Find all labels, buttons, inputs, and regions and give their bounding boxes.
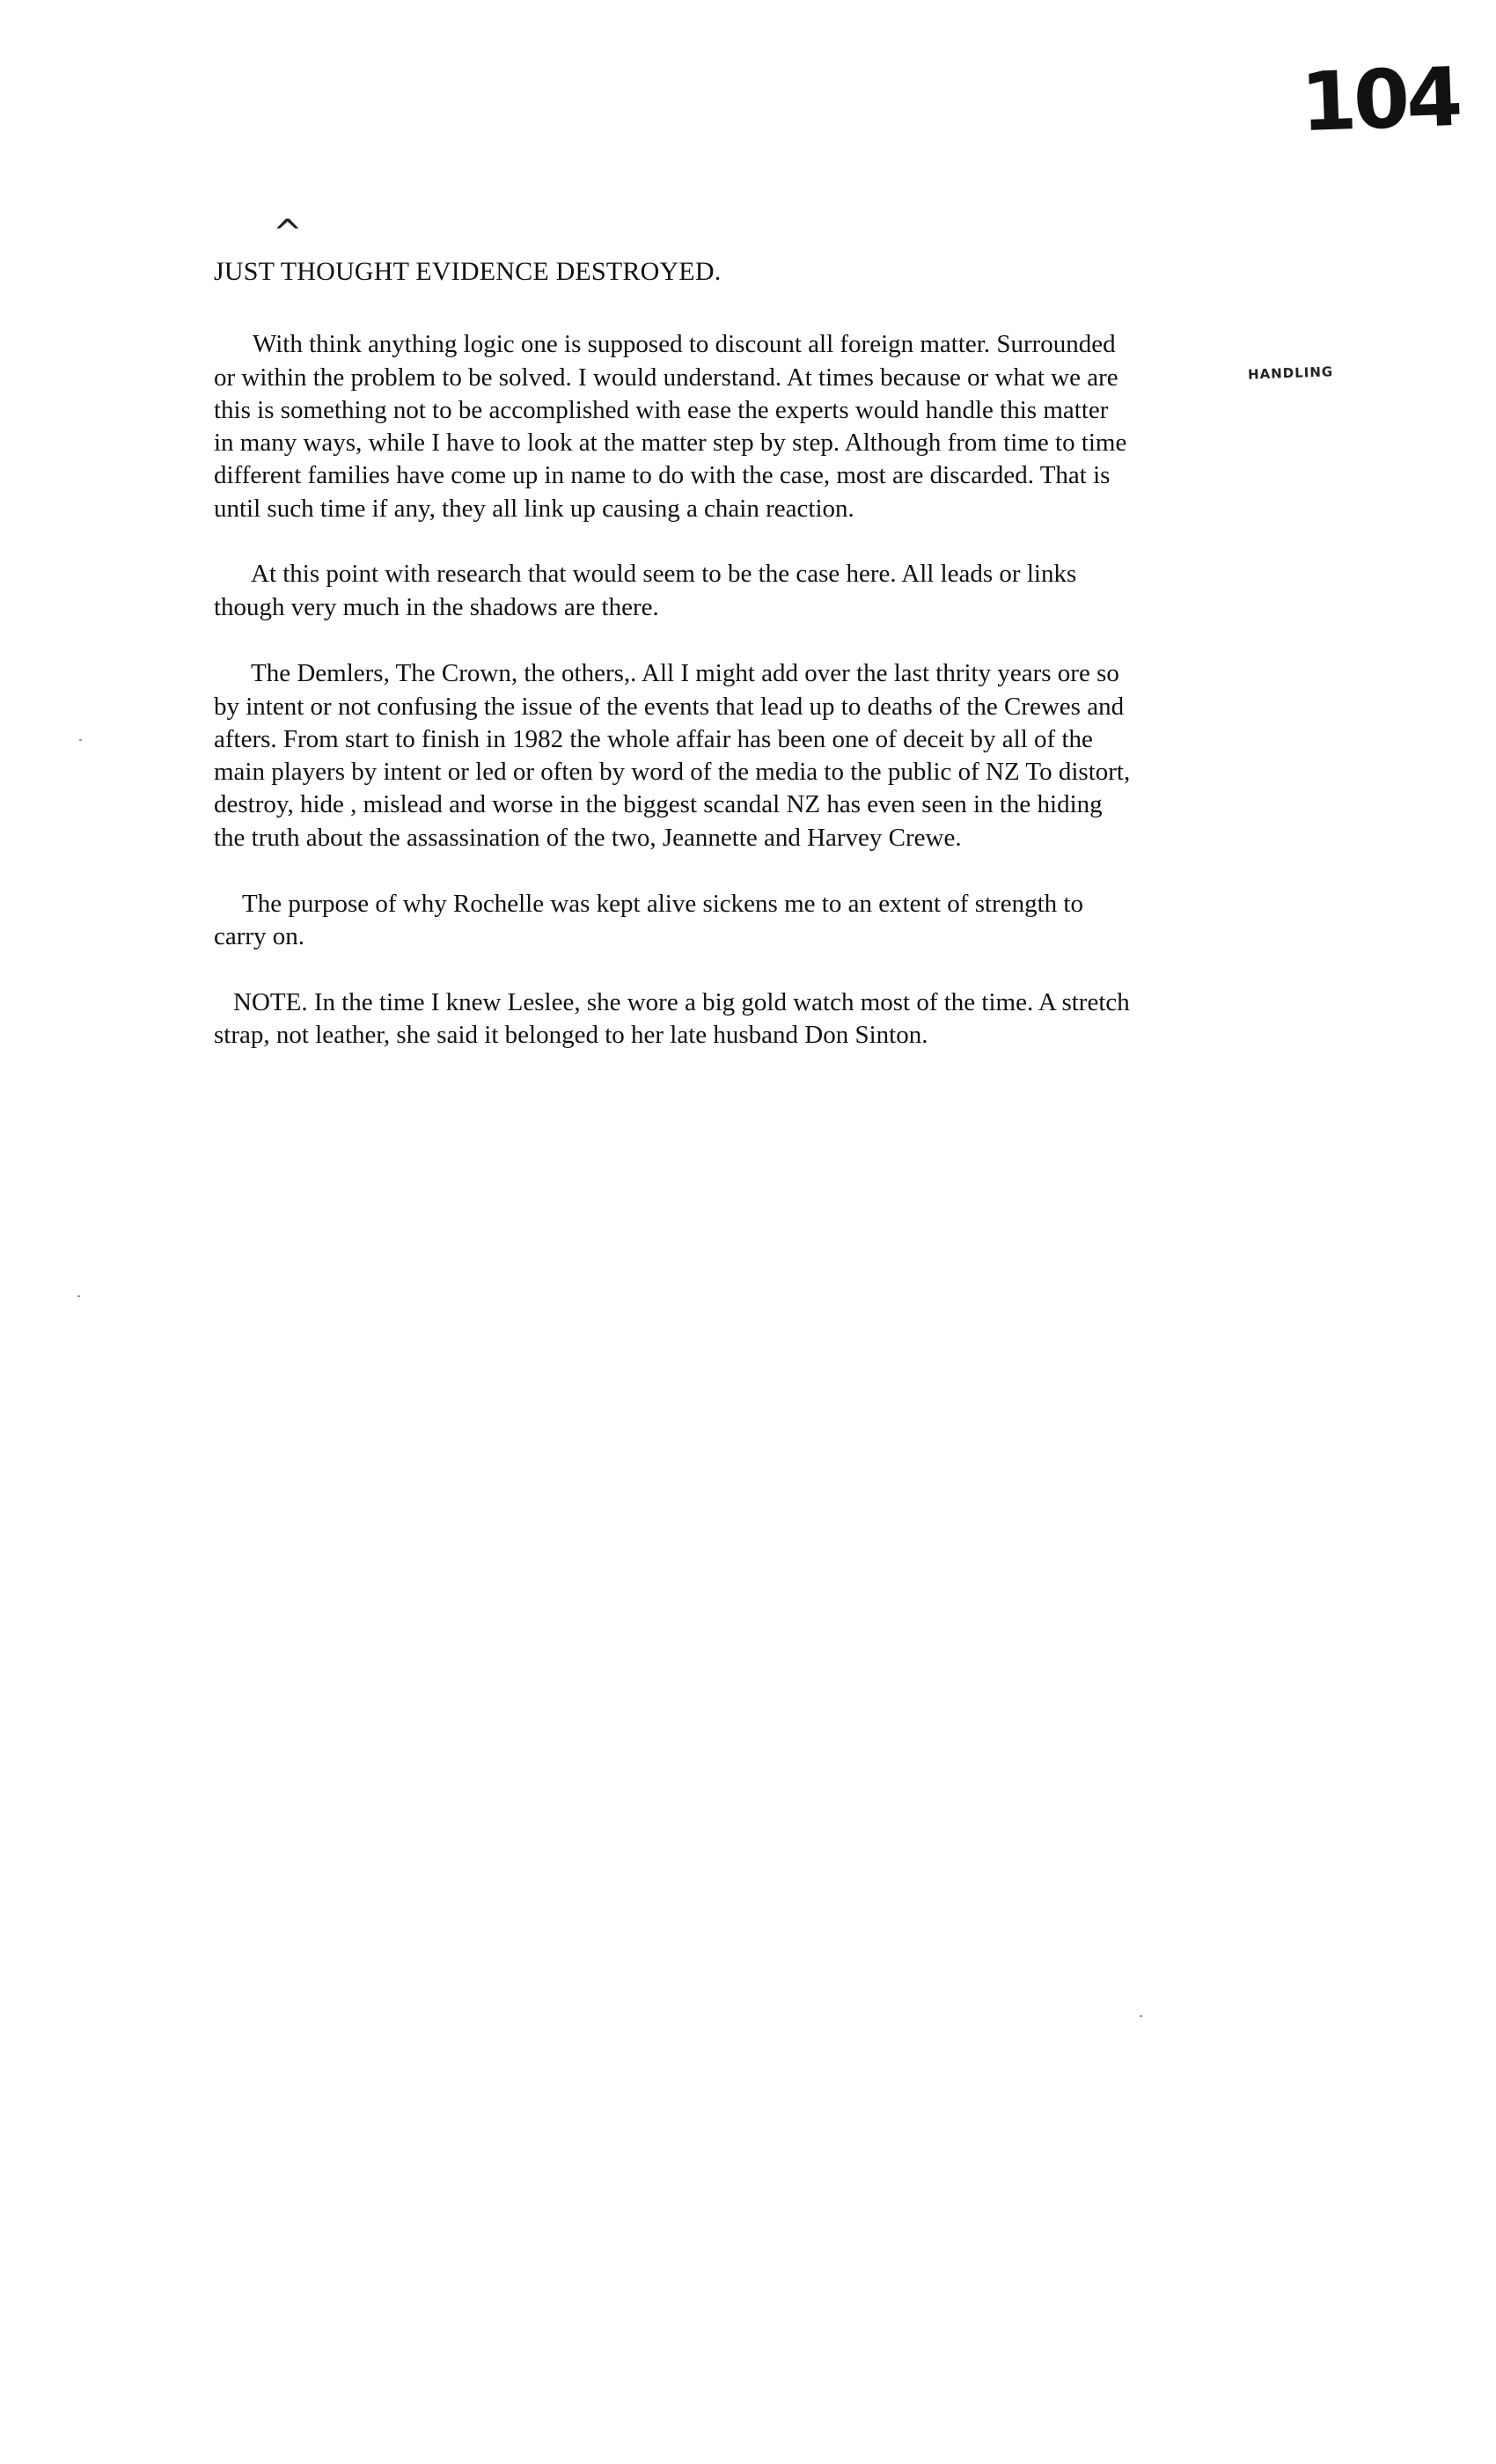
scan-speck bbox=[1140, 2015, 1142, 2017]
text-line: or within the problem to be solved. I would understand. At times because or what we are bbox=[214, 363, 1118, 392]
text-line: until such time if any, they all link up causing a chain reaction. bbox=[214, 495, 854, 523]
text-line: NOTE. In the time I knew Leslee, she wore a big gold watch most of the time. A stretch bbox=[233, 988, 1130, 1016]
handwritten-insert-mark: ^ bbox=[273, 213, 303, 253]
text-line: afters. From start to finish in 1982 the whole affair has been one of deceit by all of the bbox=[214, 725, 1093, 753]
handwritten-margin-note: HANDLING bbox=[1247, 363, 1334, 383]
document-heading: JUST THOUGHT EVIDENCE DESTROYED. bbox=[214, 257, 722, 286]
text-line: the truth about the assassination of the two, Jeannette and Harvey Crewe. bbox=[214, 824, 962, 852]
page-number: 104 bbox=[1299, 49, 1461, 150]
text-line: main players by intent or led or often by word of the media to the public of NZ To distort, bbox=[214, 758, 1131, 786]
text-line: destroy, hide , mislead and worse in the biggest scandal NZ has even seen in the hiding bbox=[214, 790, 1103, 818]
scan-speck bbox=[79, 739, 82, 741]
text-line: this is something not to be accomplished with ease the experts would handle this matter bbox=[214, 396, 1109, 424]
text-line: though very much in the shadows are there. bbox=[214, 593, 659, 621]
text-line: The purpose of why Rochelle was kept alive sickens me to an extent of strength to bbox=[242, 890, 1083, 918]
text-line: in many ways, while I have to look at the matter step by step. Although from time to time bbox=[214, 429, 1127, 457]
text-line: With think anything logic one is supposed to discount all foreign matter. Surrounded bbox=[253, 330, 1116, 358]
text-line: different families have come up in name to do with the case, most are discarded. That is bbox=[214, 461, 1111, 489]
text-line: The Demlers, The Crown, the others,. All I might add over the last thrity years ore so bbox=[251, 659, 1119, 687]
text-line: At this point with research that would seem to be the case here. All leads or links bbox=[251, 560, 1077, 588]
text-line: by intent or not confusing the issue of the events that lead up to deaths of the Crewes and bbox=[214, 693, 1125, 721]
scan-speck bbox=[77, 1295, 80, 1297]
text-line: strap, not leather, she said it belonged to her late husband Don Sinton. bbox=[214, 1021, 928, 1049]
text-line: carry on. bbox=[214, 922, 305, 950]
